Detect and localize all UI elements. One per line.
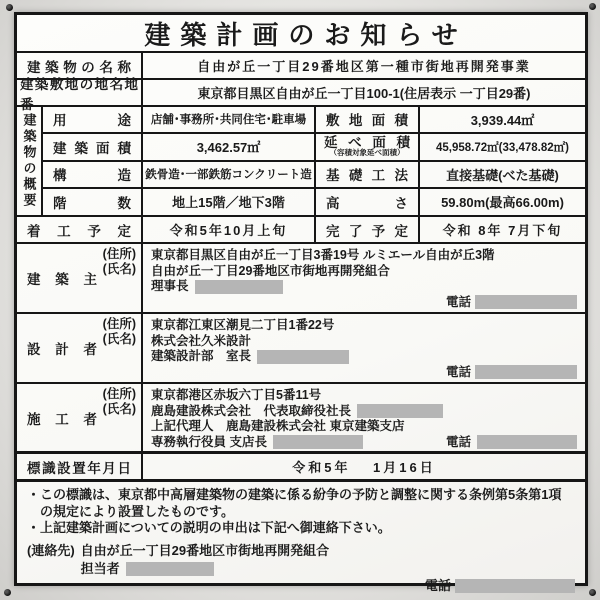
designer-company: 株式会社久米設計 [151,333,252,348]
use-value: 店舗･事務所･共同住宅･駐車場 [143,107,316,132]
title-row [17,15,585,53]
height-label: 高さ [326,195,408,211]
building-name-label: 建築物の名称 [27,59,131,75]
corner-bolt-bottom-left [4,589,11,596]
redacted-contractor-president [357,404,443,418]
contractor-row [17,384,585,454]
overview-rows [43,107,585,215]
redacted-contractor-manager [273,435,363,449]
contractor-company-title: 鹿島建設株式会社 代表取締役社長 [151,403,352,418]
builder-representative-title: 理事長 [151,279,189,293]
corner-bolt-top-left [6,4,13,11]
designer-tel-label: 電話 [445,364,471,379]
foundation-label: 基礎工法 [326,168,408,184]
site-address-row [17,76,585,112]
redacted-contractor-tel [477,435,577,449]
designer-addr-name-labels [103,317,136,347]
sign-date-label-cell [17,454,143,479]
total-floor-area-sublabel: （容積対象延べ面積） [329,148,405,158]
contact-block [27,543,575,578]
sign-date-label: 標識設置年月日 [27,460,131,476]
builder-role-label: 建築主 [27,272,97,287]
redacted-designer-tel [475,365,577,379]
overview-row-use [43,107,585,134]
site-area-label: 敷地面積 [326,113,408,129]
completion-label: 完了予定 [326,223,408,239]
sign-title: 建築計画のお知らせ [144,19,468,50]
builder-row [17,244,585,314]
addr-label: (住所) [102,387,136,401]
contact-person-label: 担当者 [80,561,120,576]
addr-label: (住所) [102,317,136,331]
name-label: (氏名) [102,332,136,346]
sign-date-value: 令和5年 1月16日 [292,460,436,475]
start-date-label-cell [17,217,143,242]
structure-label: 構造 [53,168,131,184]
overview-side-label-cell [17,107,43,215]
site-address-label-cell [17,76,143,112]
note-ordinance: ・この標識は、東京都中高層建築物の建築に係る紛争の予防と調整に関する条例第5条第1項 の規定により設置したものです。 [27,487,562,519]
overview-row-building-area [43,134,585,162]
sign-date-row [17,454,585,482]
designer-address: 東京都江東区潮見二丁目1番22号 [151,318,335,332]
building-overview-block [17,107,585,217]
completion-value: 令和 8年 7月下旬 [442,223,563,238]
schedule-row [17,217,585,244]
designer-row [17,314,585,384]
name-label: (氏名) [102,402,136,416]
floors-label: 階数 [53,195,131,211]
site-address-value: 東京都目黒区自由が丘一丁目100-1(住居表示 一丁目29番) [197,86,531,101]
designer-label-cell [17,314,143,382]
name-label: (氏名) [102,262,136,276]
total-floor-area-label: 延べ面積 [324,135,410,151]
redacted-builder-name [195,280,283,294]
site-area-value: 3,939.44㎡ [470,112,535,128]
builder-tel-label: 電話 [445,294,471,309]
foundation-value: 直接基礎(べた基礎) [446,167,559,183]
contractor-details [143,384,585,451]
contractor-branch-title: 専務執行役員 支店長 [151,434,267,449]
overview-side-label: 建築物の概要 [21,113,37,209]
contact-label: (連絡先) [27,542,75,558]
height-value: 59.80m(最高66.00m) [441,195,564,211]
builder-addr-name-labels [103,247,136,277]
total-floor-area-value: 45,958.72㎡(33,478.82㎡) [436,141,569,154]
contractor-label-cell [17,384,143,451]
contact-tel-label: 電話 [424,577,451,593]
note-inquiry: ・上記建築計画についての説明の申出は下記へ御連絡下さい。 [27,520,391,535]
builder-address: 東京都目黒区自由が丘一丁目3番19号 ルミエール自由が丘3階 [151,248,495,262]
building-area-label: 建築面積 [53,140,131,156]
contractor-role-label: 施工者 [27,411,97,427]
builder-label-cell [17,244,143,312]
overview-row-floors [43,189,585,215]
building-name-value: 自由が丘一丁目29番地区第一種市街地再開発事業 [197,59,531,74]
notes-section [17,482,585,598]
corner-bolt-top-right [589,3,596,10]
construction-notice-board [14,12,588,593]
floors-value: 地上15階／地下3階 [143,189,316,215]
contact-tel-line [27,578,575,595]
designer-role-label: 設計者 [27,342,97,357]
corner-bolt-bottom-right [589,589,596,596]
start-date-value: 令和5年10月上旬 [143,217,316,242]
redacted-designer-name [257,350,349,364]
contractor-agent: 上記代理人 鹿島建設株式会社 東京建築支店 [151,419,405,433]
overview-row-structure [43,162,585,189]
contact-organization: 自由が丘一丁目29番地区市街地再開発組合 [80,542,330,558]
designer-details [143,314,585,382]
contractor-tel-label: 電話 [445,434,471,449]
use-label: 用途 [53,113,131,129]
contractor-addr-name-labels [103,387,136,417]
addr-label: (住所) [102,247,136,261]
redacted-contact-person [126,562,214,576]
builder-details [143,244,585,312]
redacted-builder-tel [475,295,577,309]
completion-label-cell [316,217,420,242]
start-date-label: 着工予定 [27,223,131,239]
structure-value: 鉄骨造･一部鉄筋コンクリート造 [143,162,316,187]
building-area-value: 3,462.57㎡ [143,134,316,160]
builder-organization: 自由が丘一丁目29番地区市街地再開発組合 [151,263,390,278]
redacted-contact-tel [455,579,575,593]
contractor-address: 東京都港区赤坂六丁目5番11号 [151,388,322,402]
site-address-label: 建築敷地の地名地番 [20,76,138,112]
designer-representative-title: 建築設計部 室長 [151,349,252,363]
